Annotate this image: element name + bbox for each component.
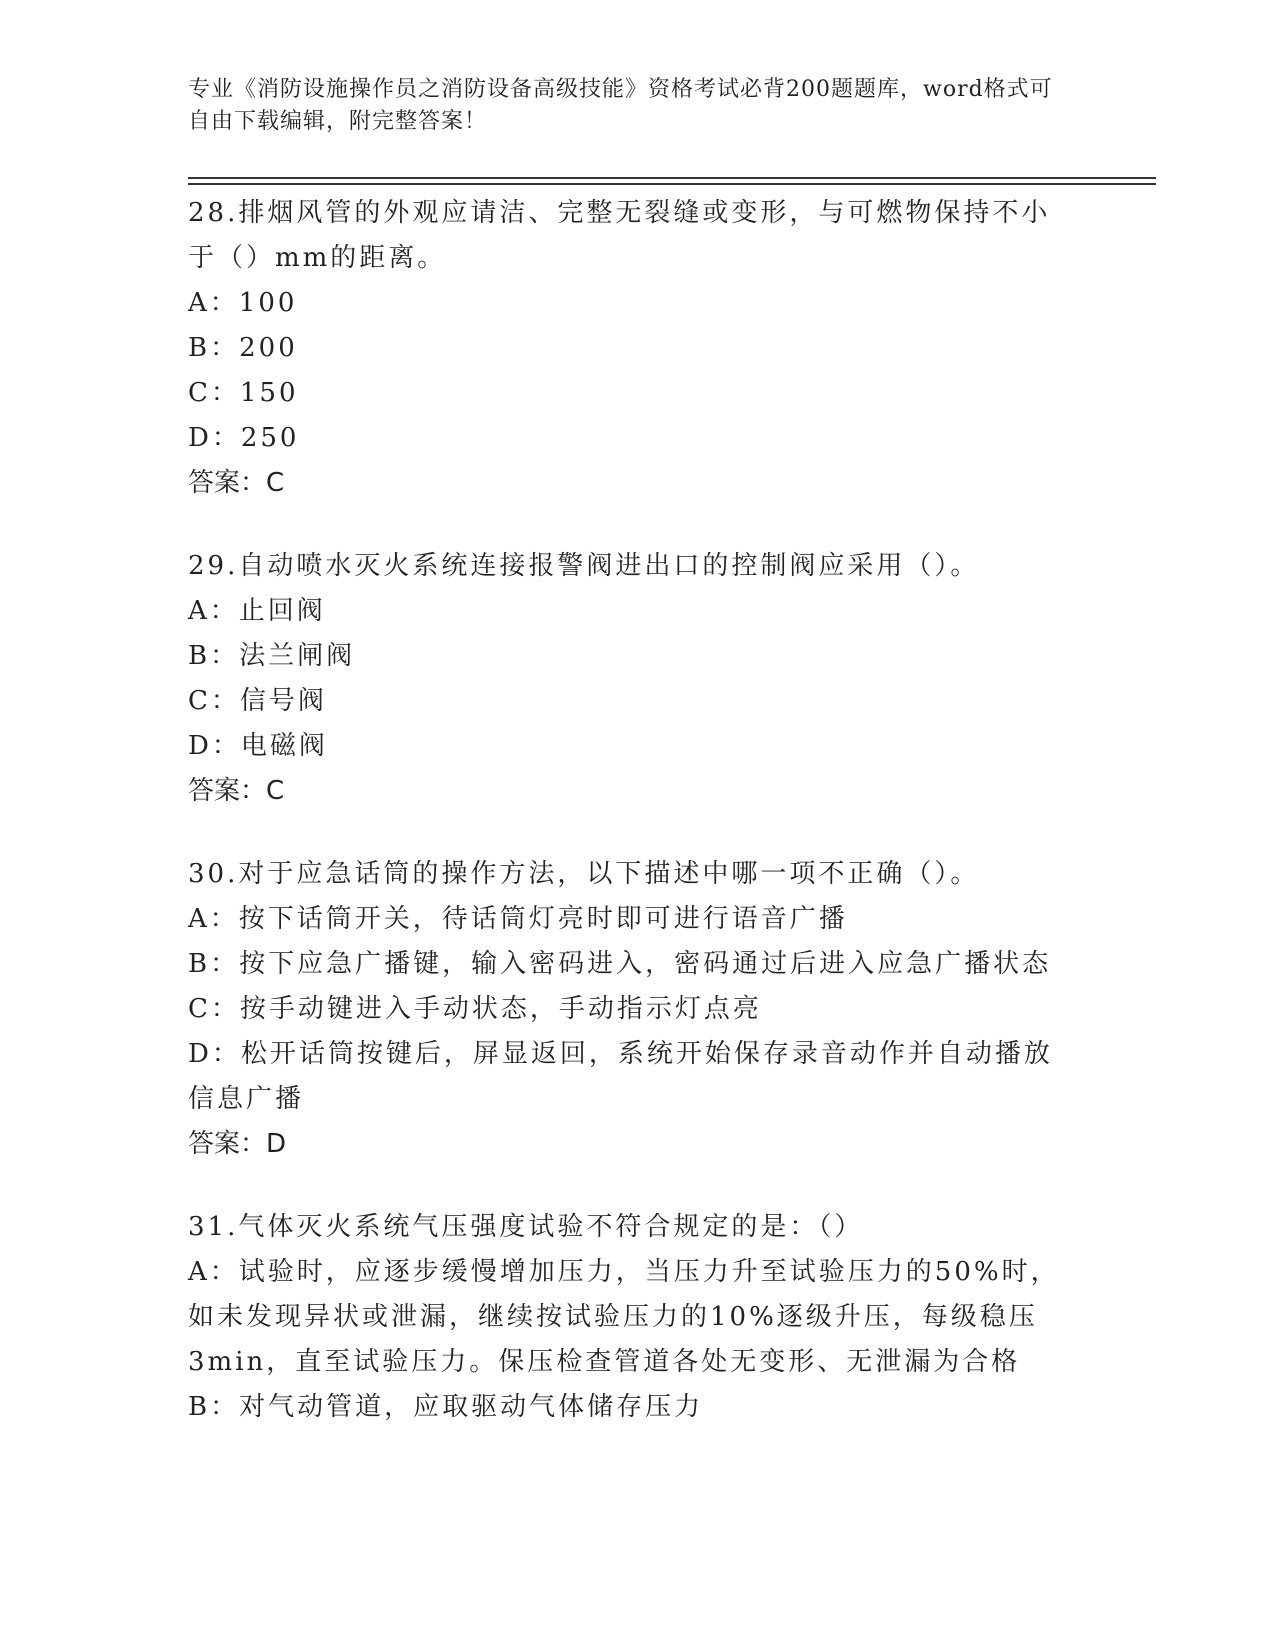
option-b: B：200 <box>188 333 298 363</box>
document-header: 专业《消防设施操作员之消防设备高级技能》资格考试必背200题题库，word格式可自由下载编辑，附完整答案！ <box>188 77 1053 134</box>
option-c: C：信号阀 <box>188 686 327 716</box>
option-a: A：止回阀 <box>188 596 326 626</box>
option-a: A：按下话筒开关，待话筒灯亮时即可进行语音广播 <box>188 904 848 934</box>
answer: 答案：C <box>188 776 285 806</box>
header-divider-top <box>188 177 1156 179</box>
header-divider-bottom <box>188 183 1156 185</box>
option-d: D：250 <box>188 423 300 453</box>
question-29 <box>188 544 1078 814</box>
option-a: A：100 <box>188 288 298 318</box>
option-a: A：试验时，应逐步缓慢增加压力，当压力升至试验压力的50%时，如未发现异状或泄漏，继续按试验压力的10%逐级升压，每级稳压3min，直至试验压力。保压检查管道各处无变形、无泄漏为合格 <box>188 1257 1060 1377</box>
question-list <box>188 191 1078 1468</box>
question-stem: 28.排烟风管的外观应请洁、完整无裂缝或变形，与可燃物保持不小于（）mm的距离。 <box>188 198 1051 273</box>
answer: 答案：C <box>188 468 285 498</box>
option-b: B：对气动管道，应取驱动气体储存压力 <box>188 1392 704 1422</box>
question-stem: 31.气体灭火系统气压强度试验不符合规定的是：（） <box>188 1212 864 1242</box>
question-stem: 30.对于应急话筒的操作方法，以下描述中哪一项不正确（）。 <box>188 859 980 889</box>
question-30 <box>188 852 1078 1167</box>
option-d: D：松开话筒按键后，屏显返回，系统开始保存录音动作并自动播放信息广播 <box>188 1039 1053 1114</box>
answer: 答案：D <box>188 1129 287 1159</box>
option-d: D：电磁阀 <box>188 731 328 761</box>
question-28 <box>188 191 1078 506</box>
question-stem: 29.自动喷水灭火系统连接报警阀进出口的控制阀应采用（）。 <box>188 551 980 581</box>
question-31 <box>188 1205 1078 1430</box>
option-c: C：150 <box>188 378 299 408</box>
option-b: B：按下应急广播键，输入密码进入，密码通过后进入应急广播状态 <box>188 949 1052 979</box>
option-c: C：按手动键进入手动状态，手动指示灯点亮 <box>188 994 762 1024</box>
option-b: B：法兰闸阀 <box>188 641 356 671</box>
